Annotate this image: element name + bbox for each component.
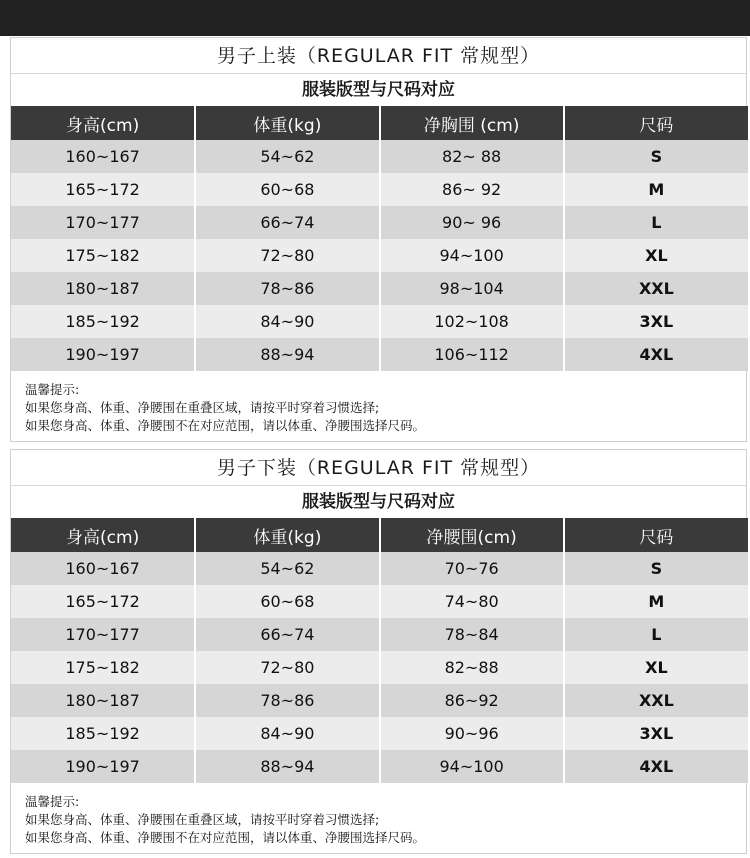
size-cell: 4XL (564, 338, 748, 371)
table-row (11, 206, 748, 239)
weight-cell: 78~86 (195, 272, 379, 305)
table-row (11, 684, 748, 717)
waist-cell: 70~76 (380, 552, 564, 585)
waist-cell: 94~100 (380, 750, 564, 783)
height-cell: 160~167 (11, 140, 195, 173)
column-header-weight: 体重(kg) (195, 518, 379, 552)
waist-cell: 74~80 (380, 585, 564, 618)
height-cell: 190~197 (11, 338, 195, 371)
height-cell: 190~197 (11, 750, 195, 783)
size-cell: XL (564, 239, 748, 272)
table-row (11, 239, 748, 272)
weight-cell: 54~62 (195, 552, 379, 585)
table-row (11, 338, 748, 371)
chest-cell: 102~108 (380, 305, 564, 338)
weight-cell: 78~86 (195, 684, 379, 717)
top-dark-bar (0, 0, 750, 36)
table-row (11, 173, 748, 206)
table-row (11, 750, 748, 783)
height-cell: 175~182 (11, 239, 195, 272)
height-cell: 180~187 (11, 684, 195, 717)
weight-cell: 88~94 (195, 338, 379, 371)
size-cell: S (564, 552, 748, 585)
height-cell: 180~187 (11, 272, 195, 305)
table-row (11, 717, 748, 750)
height-cell: 160~167 (11, 552, 195, 585)
chest-cell: 82~ 88 (380, 140, 564, 173)
size-cell: XL (564, 651, 748, 684)
column-header-waist: 净腰围(cm) (380, 518, 564, 552)
bottoms-size-chart (10, 449, 747, 854)
height-cell: 185~192 (11, 717, 195, 750)
table-header-row (11, 106, 748, 140)
size-cell: L (564, 206, 748, 239)
notes-heading: 温馨提示: (25, 382, 80, 397)
column-header-chest: 净胸围 (cm) (380, 106, 564, 140)
column-header-size: 尺码 (564, 106, 748, 140)
column-header-height: 身高(cm) (11, 106, 195, 140)
height-cell: 170~177 (11, 618, 195, 651)
tops-chart-subtitle: 服装版型与尺码对应 (11, 74, 746, 106)
column-header-size: 尺码 (564, 518, 748, 552)
table-header-row (11, 518, 748, 552)
notes-line: 如果您身高、体重、净腰围在重叠区域，请按平时穿着习惯选择; (25, 400, 380, 415)
waist-cell: 82~88 (380, 651, 564, 684)
height-cell: 165~172 (11, 173, 195, 206)
table-row (11, 272, 748, 305)
bottoms-chart-title: 男子下装（REGULAR FIT 常规型） (11, 450, 746, 486)
bottoms-notes (11, 783, 746, 853)
table-row (11, 585, 748, 618)
chest-cell: 86~ 92 (380, 173, 564, 206)
weight-cell: 84~90 (195, 305, 379, 338)
weight-cell: 88~94 (195, 750, 379, 783)
size-cell: M (564, 173, 748, 206)
weight-cell: 66~74 (195, 206, 379, 239)
bottoms-size-table (11, 518, 748, 783)
size-cell: L (564, 618, 748, 651)
weight-cell: 66~74 (195, 618, 379, 651)
table-row (11, 140, 748, 173)
column-header-height: 身高(cm) (11, 518, 195, 552)
notes-heading: 温馨提示: (25, 794, 80, 809)
height-cell: 170~177 (11, 206, 195, 239)
size-cell: S (564, 140, 748, 173)
column-header-weight: 体重(kg) (195, 106, 379, 140)
tops-size-table (11, 106, 748, 371)
table-row (11, 305, 748, 338)
notes-line: 如果您身高、体重、净腰围不在对应范围，请以体重、净腰围选择尺码。 (25, 418, 426, 433)
chest-cell: 90~ 96 (380, 206, 564, 239)
height-cell: 175~182 (11, 651, 195, 684)
weight-cell: 72~80 (195, 651, 379, 684)
height-cell: 165~172 (11, 585, 195, 618)
size-cell: XXL (564, 272, 748, 305)
tops-size-chart (10, 37, 747, 442)
chest-cell: 98~104 (380, 272, 564, 305)
weight-cell: 84~90 (195, 717, 379, 750)
height-cell: 185~192 (11, 305, 195, 338)
tops-chart-title: 男子上装（REGULAR FIT 常规型） (11, 38, 746, 74)
notes-line: 如果您身高、体重、净腰围在重叠区域，请按平时穿着习惯选择; (25, 812, 380, 827)
waist-cell: 78~84 (380, 618, 564, 651)
size-cell: XXL (564, 684, 748, 717)
notes-line: 如果您身高、体重、净腰围不在对应范围，请以体重、净腰围选择尺码。 (25, 830, 426, 845)
chest-cell: 94~100 (380, 239, 564, 272)
waist-cell: 90~96 (380, 717, 564, 750)
weight-cell: 60~68 (195, 585, 379, 618)
waist-cell: 86~92 (380, 684, 564, 717)
bottoms-chart-subtitle: 服装版型与尺码对应 (11, 486, 746, 518)
weight-cell: 72~80 (195, 239, 379, 272)
tops-notes (11, 371, 746, 441)
chest-cell: 106~112 (380, 338, 564, 371)
weight-cell: 54~62 (195, 140, 379, 173)
table-row (11, 651, 748, 684)
size-cell: 4XL (564, 750, 748, 783)
weight-cell: 60~68 (195, 173, 379, 206)
size-cell: 3XL (564, 305, 748, 338)
size-cell: M (564, 585, 748, 618)
table-row (11, 552, 748, 585)
table-row (11, 618, 748, 651)
size-cell: 3XL (564, 717, 748, 750)
